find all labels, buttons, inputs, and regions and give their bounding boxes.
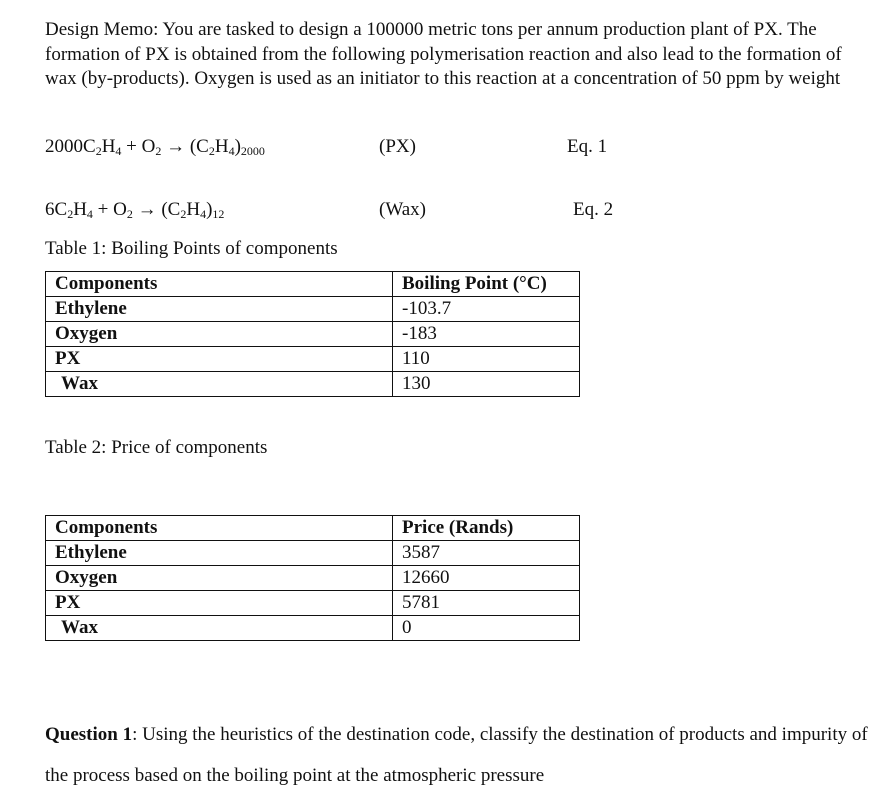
component-cell: Ethylene: [46, 541, 393, 566]
equation-2: [45, 199, 645, 225]
component-cell: PX: [46, 591, 393, 616]
table-header-row: [46, 516, 580, 541]
question-label: Question 1: [45, 724, 133, 745]
table-row: [46, 566, 580, 591]
question-1: [45, 714, 875, 796]
boiling-point-cell: 110: [393, 347, 580, 372]
boiling-points-table: [45, 271, 580, 397]
table-row: [46, 616, 580, 641]
equation-1-number: Eq. 1: [567, 136, 608, 157]
table-row: [46, 541, 580, 566]
table-header-cell: Components: [46, 272, 393, 297]
equation-2-reaction: $6C_2H_4 + O_2 \to (C_2H_4)_{12}$: [45, 199, 225, 221]
price-cell: 12660: [393, 566, 580, 591]
design-memo-paragraph: Design Memo: You are tasked to design a 100000 metric tons per annum production plant of PX. The formation of PX is obtained from the following polymerisation reaction and also lead to the formation of wax (by-products). Oxygen is used as an initiator to this reaction at a concentration of 50 ppm by weight: [45, 19, 842, 89]
price-cell: 0: [393, 616, 580, 641]
price-table: [45, 515, 580, 641]
question-text: : Using the heuristics of the destination code, classify the destination of products and impurity of the process based on the boiling point at the atmospheric pressure: [45, 724, 868, 786]
table-row: [46, 372, 580, 397]
price-cell: 3587: [393, 541, 580, 566]
equation-2-product-label: (Wax): [379, 199, 426, 220]
boiling-point-cell: -183: [393, 322, 580, 347]
table-header-cell: Price (Rands): [393, 516, 580, 541]
price-cell: 5781: [393, 591, 580, 616]
table-2-caption: Table 2: Price of components: [45, 437, 268, 458]
table-row: [46, 322, 580, 347]
boiling-point-cell: -103.7: [393, 297, 580, 322]
table-row: [46, 297, 580, 322]
component-cell: Oxygen: [46, 566, 393, 591]
table-row: [46, 347, 580, 372]
equation-1: [45, 136, 645, 162]
table-header-cell: Boiling Point (°C): [393, 272, 580, 297]
equation-1-reaction: $2000C_2H_4 + O_2 \to (C_2H_4)_{2000}$: [45, 136, 265, 158]
table-header-cell: Components: [46, 516, 393, 541]
table-row: [46, 591, 580, 616]
component-cell: Ethylene: [46, 297, 393, 322]
component-cell: Wax: [46, 372, 393, 397]
table-1-caption: Table 1: Boiling Points of components: [45, 238, 338, 259]
boiling-point-cell: 130: [393, 372, 580, 397]
component-cell: PX: [46, 347, 393, 372]
component-cell: Oxygen: [46, 322, 393, 347]
equation-2-number: Eq. 2: [573, 199, 614, 220]
table-header-row: [46, 272, 580, 297]
equation-1-product-label: (PX): [379, 136, 416, 157]
component-cell: Wax: [46, 616, 393, 641]
